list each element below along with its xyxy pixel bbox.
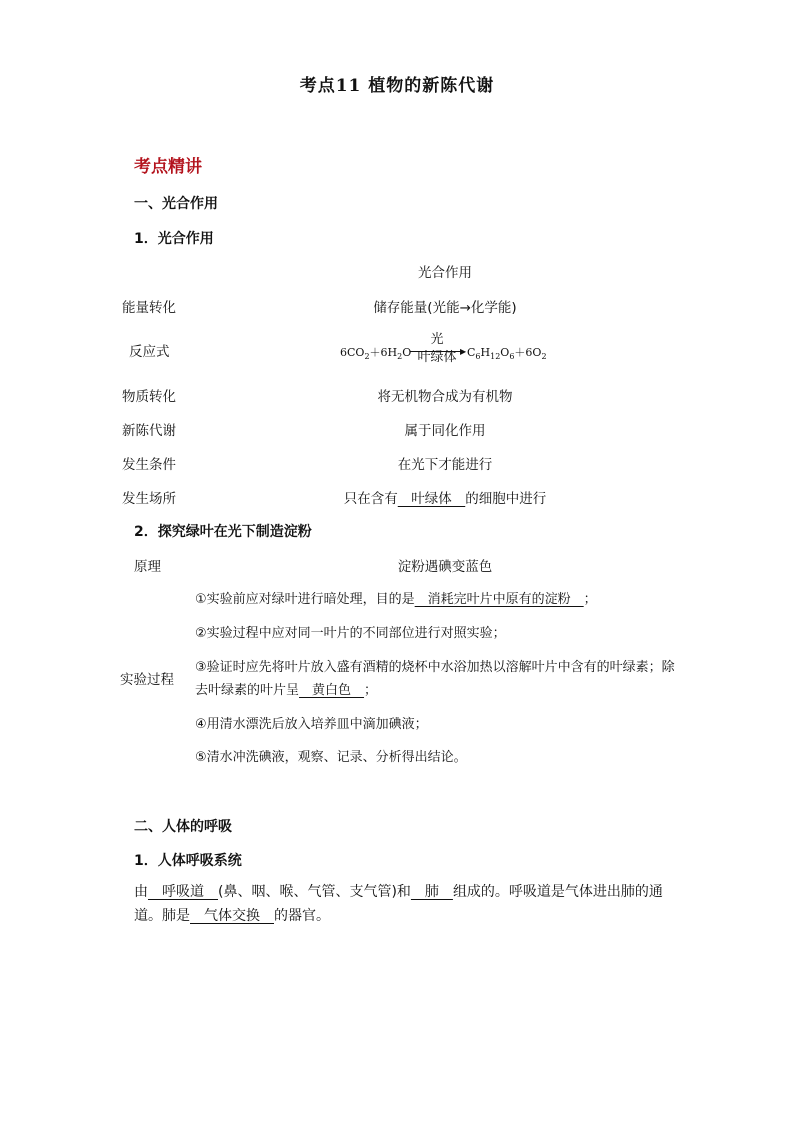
blank-chloroplast: 叶绿体 xyxy=(397,491,466,507)
principle-label: 原理 xyxy=(134,559,161,575)
blank-starch: 消耗完叶片中原有的淀粉 xyxy=(414,592,584,607)
row-value-place: 只在含有 叶绿体 的细胞中进行 xyxy=(343,491,547,507)
part2-heading: 二、人体的呼吸 xyxy=(134,819,232,835)
row-value-matter: 将无机物合成为有机物 xyxy=(377,389,513,405)
part2-sub1-heading: 1．人体呼吸系统 xyxy=(134,853,242,869)
row-label-reaction: 反应式 xyxy=(129,344,170,360)
step-5: ⑤清水冲洗碘液，观察、记录、分析得出结论。 xyxy=(195,750,467,765)
part1-heading: 一、光合作用 xyxy=(134,196,218,212)
sub1-heading: 1．光合作用 xyxy=(134,231,214,247)
step-2: ②实验过程中应对同一叶片的不同部位进行对照实验； xyxy=(195,626,506,641)
blank-lung: 肺 xyxy=(410,884,453,900)
step-3: ③验证时应先将叶片放入盛有酒精的烧杯中水浴加热以溶解叶片中含有的叶绿素；除去叶绿素的叶片呈 黄白色 ； xyxy=(195,660,675,698)
principle-value: 淀粉遇碘变蓝色 xyxy=(397,559,493,575)
row-label-matter: 物质转化 xyxy=(122,389,176,405)
row-label-place: 发生场所 xyxy=(122,491,176,507)
step-4: ④用清水漂洗后放入培养皿中滴加碘液； xyxy=(195,717,428,732)
page-title: 考点11 植物的新陈代谢 xyxy=(299,76,495,96)
process-label: 实验过程 xyxy=(120,672,174,688)
sub2-heading: 2．探究绿叶在光下制造淀粉 xyxy=(134,524,312,540)
step-1: ①实验前应对绿叶进行暗处理，目的是 消耗完叶片中原有的淀粉 ； xyxy=(195,592,597,607)
blank-gas-exchange: 气体交换 xyxy=(190,908,274,924)
row-value-energy: 储存能量(光能→化学能) xyxy=(373,300,517,316)
row-label-energy: 能量转化 xyxy=(122,300,176,316)
row-value-metabolism: 属于同化作用 xyxy=(404,423,486,439)
section-label: 考点精讲 xyxy=(134,157,202,177)
blank-airway: 呼吸道 xyxy=(148,884,218,900)
respiratory-paragraph: 由 呼吸道 (鼻、咽、喉、气管、支气管)和 肺 组成的。呼吸道是气体进出肺的通道。肺是 气体交换 的器官。 xyxy=(134,884,663,924)
row-label-condition: 发生条件 xyxy=(122,457,176,473)
column-header: 光合作用 xyxy=(418,265,472,281)
arrow-bottom-label: 叶绿体 xyxy=(417,350,457,365)
row-label-metabolism: 新陈代谢 xyxy=(122,423,176,439)
row-value-condition: 在光下才能进行 xyxy=(397,457,493,473)
arrow-top-label: 光 xyxy=(430,332,444,347)
blank-yellow-white: 黄白色 xyxy=(299,683,365,698)
